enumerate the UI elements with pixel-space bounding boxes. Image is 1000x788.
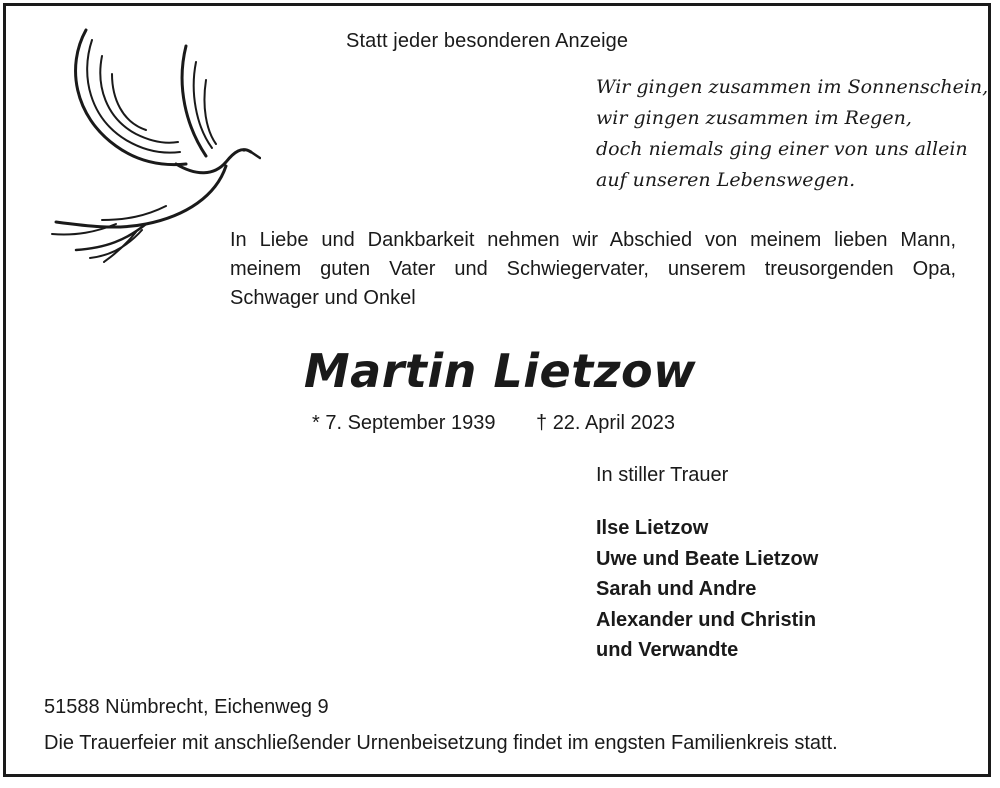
funeral-note: Die Trauerfeier mit anschließender Urnenbeisetzung findet im engsten Familienkreis statt. bbox=[44, 732, 838, 754]
mourner-name: Uwe und Beate Lietzow bbox=[596, 547, 819, 570]
death-symbol: † bbox=[536, 412, 548, 434]
intro-line: Schwager und Onkel bbox=[230, 287, 416, 309]
poem-line: auf unseren Lebenswegen. bbox=[596, 169, 856, 191]
mourner-name: Alexander und Christin bbox=[596, 608, 817, 631]
poem-line: wir gingen zusammen im Regen, bbox=[596, 107, 912, 129]
deceased-name: Martin Lietzow bbox=[303, 344, 697, 398]
poem bbox=[596, 72, 988, 196]
birth-symbol: * bbox=[312, 412, 320, 434]
death-date-text: 22. April 2023 bbox=[552, 412, 676, 434]
birth-date bbox=[312, 412, 495, 435]
header-statt-text: Statt jeder besonderen Anzeige bbox=[346, 30, 629, 52]
intro-line: In Liebe und Dankbarkeit nehmen wir Abschied von meinem lieben Mann, bbox=[230, 229, 956, 251]
birth-date-text: 7. September 1939 bbox=[325, 412, 496, 434]
poem-line: doch niemals ging einer von uns allein bbox=[596, 138, 968, 160]
intro-text bbox=[230, 226, 956, 313]
address: 51588 Nümbrecht, Eichenweg 9 bbox=[44, 696, 329, 718]
mourner-name: Sarah und Andre bbox=[596, 578, 757, 600]
death-date bbox=[536, 412, 675, 435]
mourners-list bbox=[596, 513, 818, 666]
poem-line: Wir gingen zusammen im Sonnenschein, bbox=[596, 76, 989, 98]
dove-icon bbox=[46, 26, 261, 266]
mourning-phrase: In stiller Trauer bbox=[596, 464, 729, 486]
mourner-name: und Verwandte bbox=[596, 639, 739, 661]
intro-line: meinem guten Vater und Schwiegervater, unserem treusorgenden Opa, bbox=[230, 258, 956, 280]
mourner-name: Ilse Lietzow bbox=[596, 517, 709, 539]
